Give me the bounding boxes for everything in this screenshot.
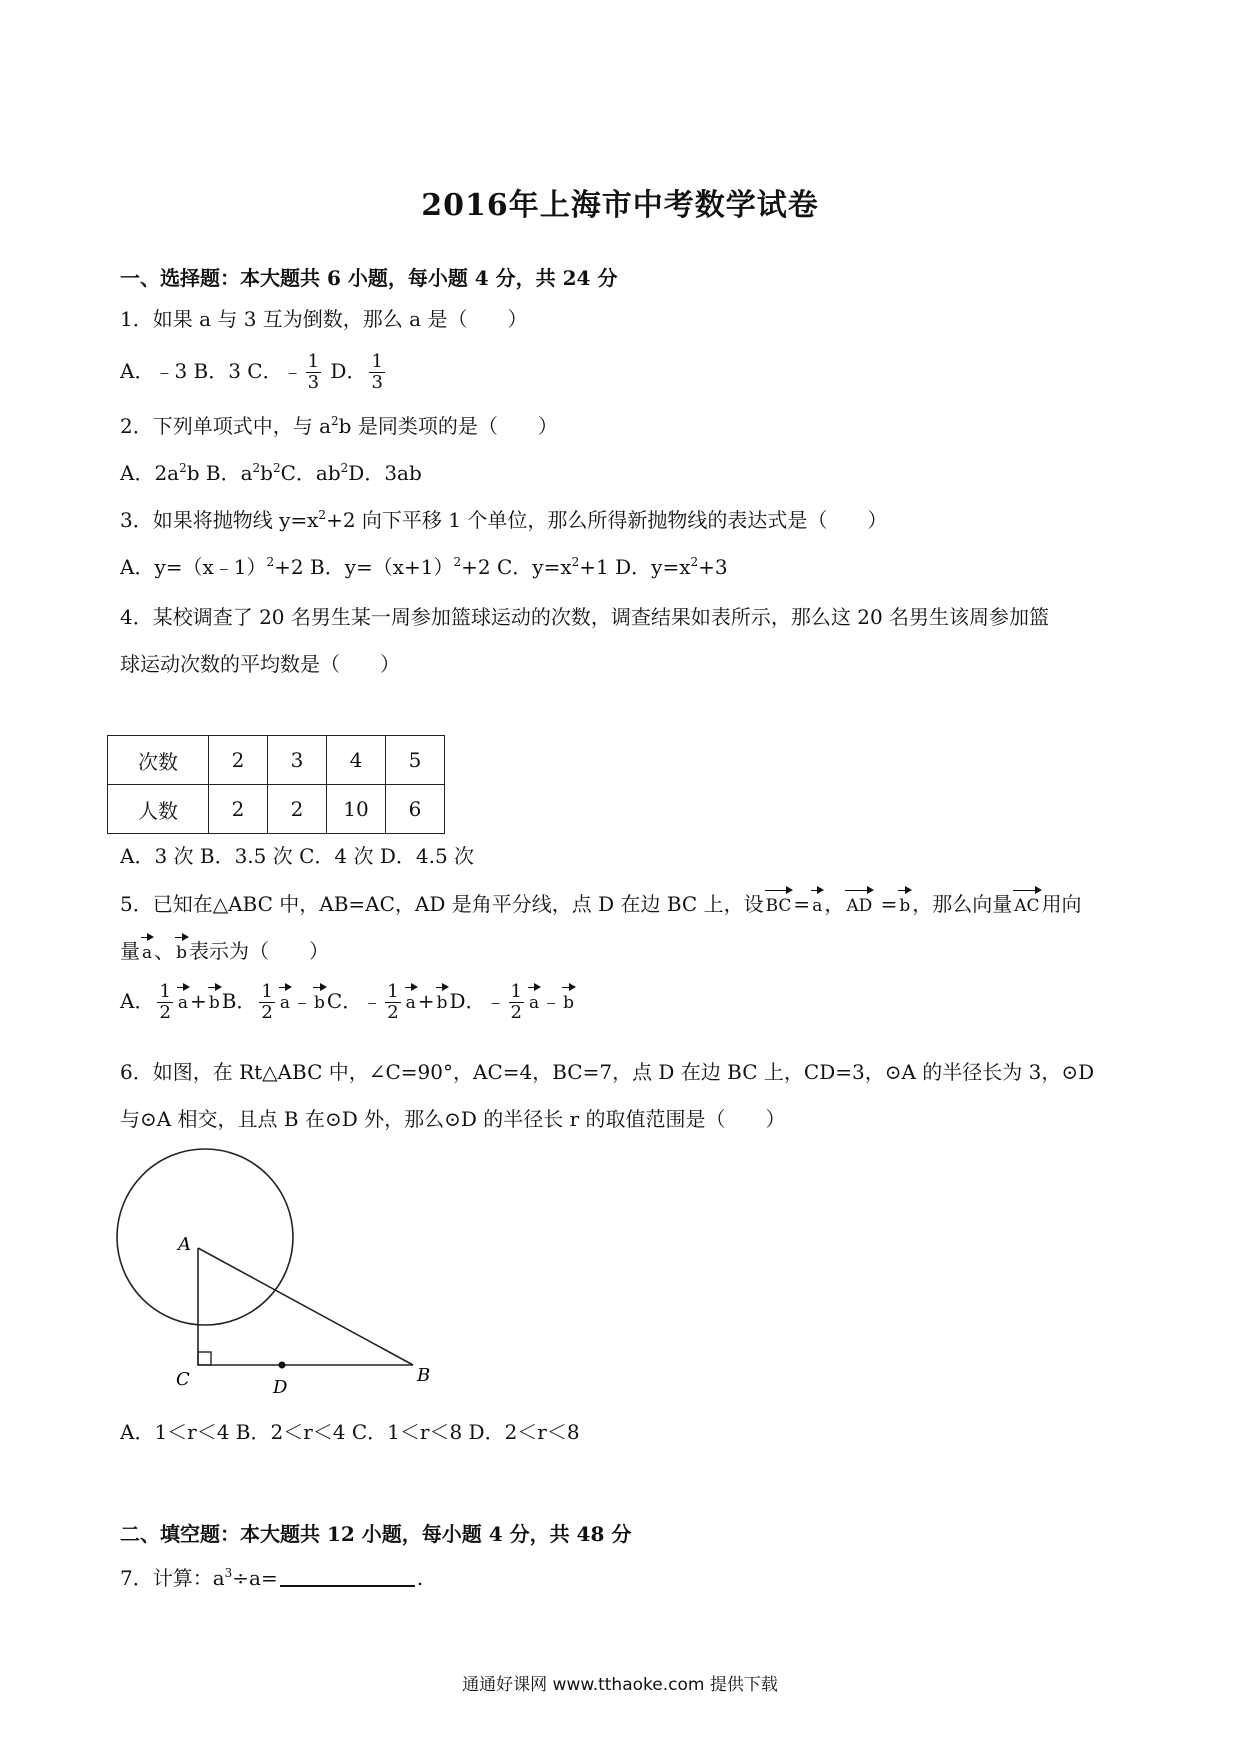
- table-cell: 5: [386, 736, 445, 785]
- q1-options-prefix: A．﹣3 B．3 C．﹣: [120, 359, 303, 383]
- table-cell: 次数: [108, 736, 209, 785]
- question-1-options: [120, 352, 388, 393]
- label-c: C: [176, 1369, 190, 1390]
- question-3-options: A．y=（x﹣1）$^2$+2 B．$y=(x+1)^2+2$ C．$y=x^2+1$ D．$y=x^2+3$: [120, 555, 728, 579]
- section-heading-choice: 一、选择题：本大题共 6 小题，每小题 4 分，共 24 分: [120, 266, 618, 290]
- right-angle-marker: [198, 1352, 211, 1365]
- label-b: B: [417, 1365, 431, 1386]
- table-cell: 6: [386, 785, 445, 834]
- q1-option-d-label: D．: [324, 359, 367, 383]
- footer-watermark: 通通好课网 www.tthaoke.com 提供下载: [462, 1675, 778, 1695]
- question-3-text: 3．如果将抛物线 $y=x^2+2$ 向下平移 1 个单位，那么所得新抛物线的表达式是（ ）: [120, 508, 888, 532]
- table-cell: 2: [268, 785, 327, 834]
- fraction-one-third-d: $\frac{1}{3}$: [371, 351, 383, 393]
- table-row: [108, 785, 445, 834]
- table-cell: 2: [209, 736, 268, 785]
- question-2-text: 2．下列单项式中，与 $a^2b$ 是同类项的是（ ）: [120, 414, 558, 438]
- table-cell: 10: [327, 785, 386, 834]
- question-6-options: A．1＜r＜4 B．2＜r＜4 C．1＜r＜8 D．2＜r＜8: [120, 1420, 580, 1444]
- geometry-figure: [110, 1145, 440, 1405]
- question-4-line-1: 4．某校调查了 20 名男生某一周参加篮球运动的次数，调查结果如表所示，那么这 20 名男生该周参加篮: [120, 605, 1050, 629]
- question-2-options: A．$2a^2b$ B．$a^2b^2C$．$ab^2D$．3ab: [120, 461, 422, 485]
- table-cell: 2: [209, 785, 268, 834]
- segment-ab: [198, 1248, 413, 1365]
- question-1-text: 1．如果 a 与 3 互为倒数，那么 a 是（ ）: [120, 307, 528, 331]
- section-heading-fill: 二、填空题：本大题共 12 小题，每小题 4 分，共 48 分: [120, 1522, 632, 1546]
- question-5-line-2: 量 a 、 b 表示为（ ）: [120, 937, 329, 967]
- question-4-options: A．3 次 B．3.5 次 C．4 次 D．4.5 次: [120, 844, 475, 868]
- question-6-line-1: 6．如图，在 Rt△ABC 中，∠C=90°，AC=4，BC=7，点 D 在边 BC 上，CD=3，⊙A 的半径长为 3，⊙D: [120, 1060, 1095, 1084]
- table-cell: 人数: [108, 785, 209, 834]
- question-5-line-1: 5．已知在△ABC 中，AB=AC，AD 是角平分线，点 D 在边 BC 上，设 BC = a ， AD = b ，那么向量 AC 用向: [120, 890, 1082, 920]
- basketball-frequency-table: [107, 735, 445, 834]
- question-6-line-2: 与⊙A 相交，且点 B 在⊙D 外，那么⊙D 的半径长 r 的取值范围是（ ）: [120, 1107, 786, 1131]
- question-7-text: 7．计算：$a^3\div a=$ .: [120, 1563, 423, 1592]
- answer-blank[interactable]: [280, 1563, 415, 1587]
- fraction-one-third: $\frac{1}{3}$: [307, 351, 320, 393]
- page-title: 2016年上海市中考数学试卷: [421, 188, 819, 223]
- table-row: [108, 736, 445, 785]
- table-cell: 4: [327, 736, 386, 785]
- point-d: [279, 1362, 286, 1369]
- table-cell: 3: [268, 736, 327, 785]
- circle-a: [117, 1149, 293, 1325]
- label-a: A: [178, 1234, 191, 1255]
- question-5-options: A． $\frac{1}{2}$ a + b B． $\frac{1}{2}$ a ﹣ b C．﹣ $\frac{1}{2}$ a + b D．﹣ $\frac{1}{2}$ a ﹣ b: [120, 981, 574, 1023]
- label-d: D: [273, 1377, 288, 1398]
- question-4-line-2: 球运动次数的平均数是（ ）: [120, 652, 400, 676]
